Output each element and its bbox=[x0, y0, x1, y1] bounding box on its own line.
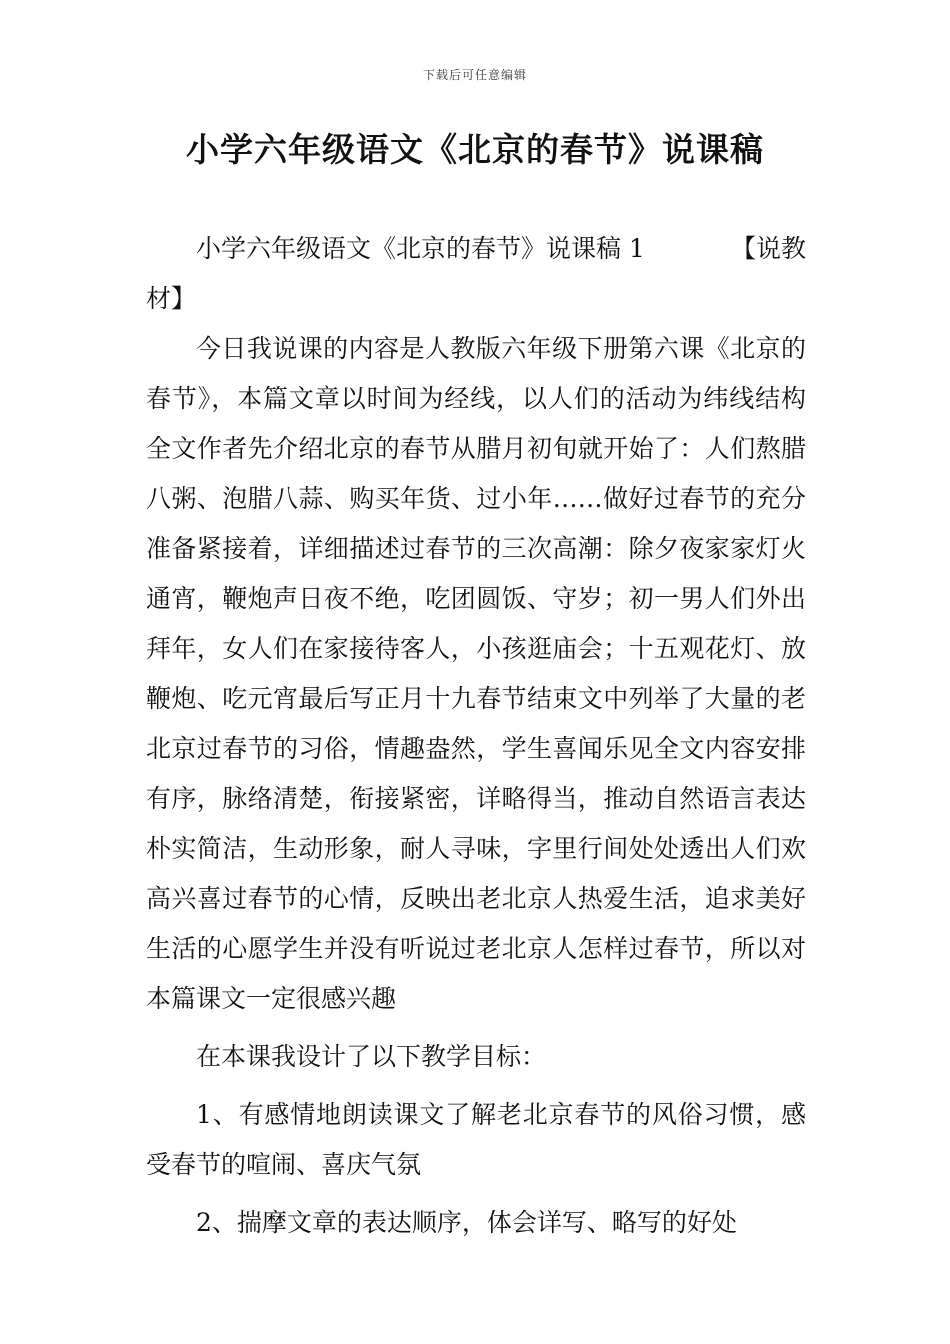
document-title: 小学六年级语文《北京的春节》说课稿 bbox=[186, 130, 764, 169]
document-body bbox=[146, 224, 806, 1248]
goal-1-paragraph: 1、有感情地朗读课文了解老北京春节的风俗习惯，感受春节的喧闹、喜庆气氛 bbox=[146, 1100, 806, 1179]
section-tag: 【说教 bbox=[730, 234, 806, 263]
goal-2-paragraph: 2、揣摩文章的表达顺序，体会详写、略写的好处 bbox=[196, 1208, 737, 1237]
section-tag-continued: 材】 bbox=[146, 284, 197, 313]
intro-paragraph: 今日我说课的内容是人教版六年级下册第六课《北京的春节》，本篇文章以时间为经线，以人们的活动为纬线结构全文作者先介绍北京的春节从腊月初旬就开始了：人们熬腊八粥、泡腊八蒜、购买年货、过小年……做好过春节的充分准备紧接着，详细描述过春节的三次高潮：除夕夜家家灯火通宵，鞭炮声日夜不绝，吃团圆饭、守岁；初一男人们外出拜年，女人们在家接待客人，小孩逛庙会；十五观花灯、放鞭炮、吃元宵最后写正月十九春节结束文中列举了大量的老北京过春节的习俗，情趣盎然，学生喜闻乐见全文内容安排有序，脉络清楚，衔接紧密，详略得当，推动自然语言表达朴实简洁，生动形象，耐人寻味，字里行间处处透出人们欢高兴喜过春节的心情，反映出老北京人热爱生活，追求美好生活的心愿学生并没有听说过老北京人怎样过春节，所以对本篇课文一定很感兴趣 bbox=[146, 334, 806, 1013]
section-heading: 小学六年级语文《北京的春节》说课稿 1 bbox=[196, 234, 645, 263]
header-note: 下载后可任意编辑 bbox=[422, 68, 527, 82]
goals-intro-paragraph: 在本课我设计了以下教学目标： bbox=[196, 1042, 547, 1071]
section-heading-block bbox=[146, 224, 806, 324]
section-heading-line bbox=[146, 224, 806, 274]
